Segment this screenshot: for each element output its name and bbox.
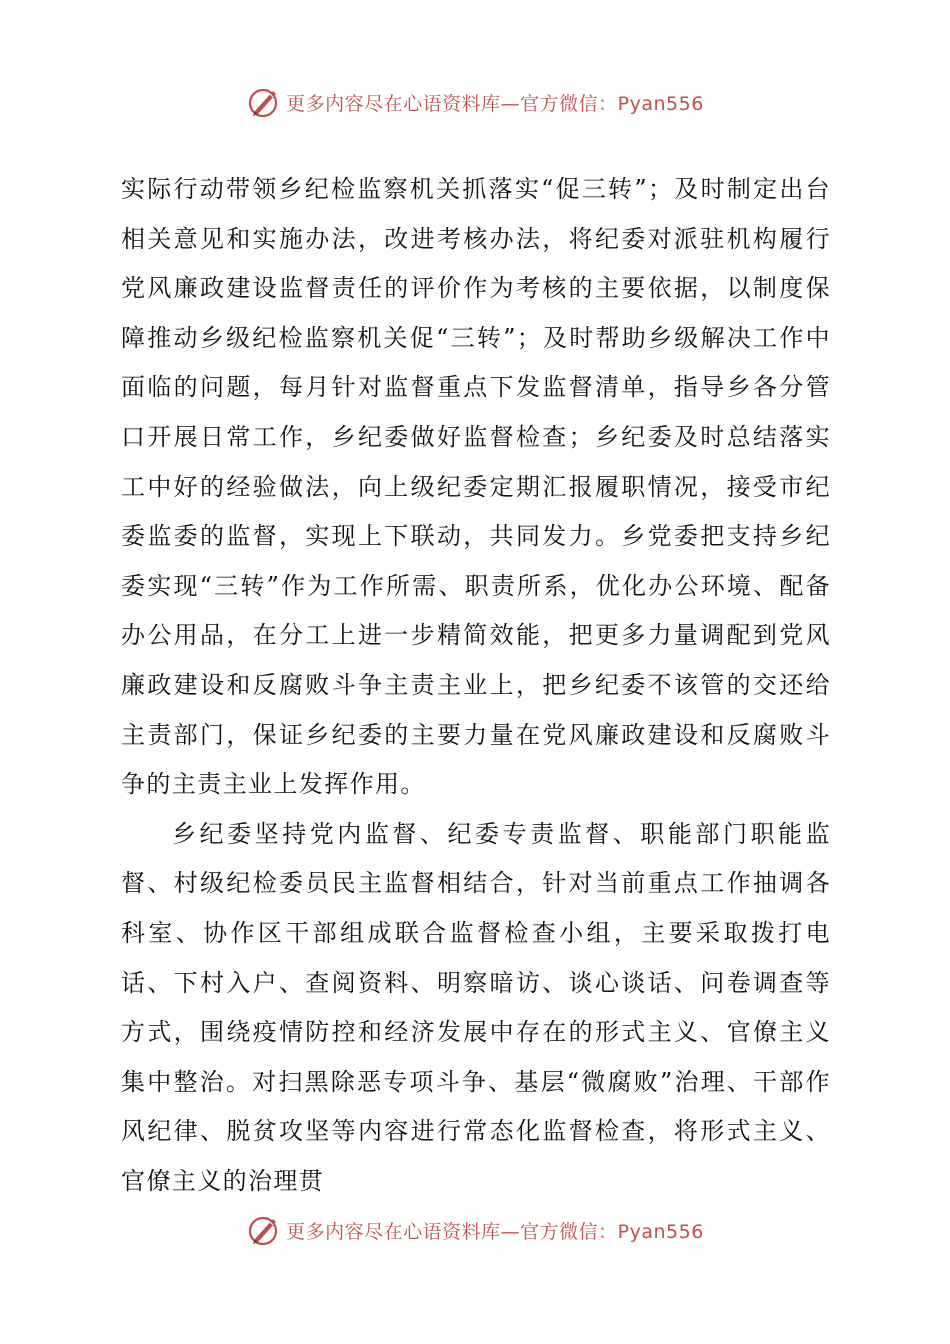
header-banner-text: 更多内容尽在心语资料库—官方微信：Pyan556 <box>286 92 704 115</box>
header-banner <box>0 82 950 122</box>
paragraph-2: 乡纪委坚持党内监督、纪委专责监督、职能部门职能监督、村级纪检委员民主监督相结合，针对当前重点工作抽调各科室、协作区干部组成联合监督检查小组，主要采取拨打电话、下村入户、查阅资料、明察暗访、谈心谈话、问卷调查等方式，围绕疫情防控和经济发展中存在的形式主义、官僚主义集中整治。对扫黑除恶专项斗争、基层“微腐败”治理、干部作风纪律、脱贫攻坚等内容进行常态化监督检查，将形式主义、官僚主义的治理贯 <box>121 819 831 1195</box>
document-body <box>121 165 831 1206</box>
paragraph-1: 实际行动带领乡纪检监察机关抓落实“促三转”；及时制定出台相关意见和实施办法，改进考核办法，将纪委对派驻机构履行党风廉政建设监督责任的评价作为考核的主要依据，以制度保障推动乡级纪检监察机关促“三转”；及时帮助乡级解决工作中面临的问题，每月针对监督重点下发监督清单，指导乡各分管口开展日常工作，乡纪委做好监督检查；乡纪委及时总结落实工中好的经验做法，向上级纪委定期汇报履职情况，接受市纪委监委的监督，实现上下联动，共同发力。乡党委把支持乡纪委实现“三转”作为工作所需、职责所系，优化办公环境、配备办公用品，在分工上进一步精简效能，把更多力量调配到党风廉政建设和反腐败斗争主责主业上，把乡纪委不该管的交还给主责部门，保证乡纪委的主要力量在党风廉政建设和反腐败斗争的主责主业上发挥作用。 <box>121 175 831 799</box>
pen-circle-logo-icon <box>246 1212 282 1248</box>
footer-banner-text: 更多内容尽在心语资料库—官方微信：Pyan556 <box>286 1220 704 1243</box>
footer-banner <box>0 1210 950 1250</box>
pen-circle-logo-icon <box>246 84 282 120</box>
